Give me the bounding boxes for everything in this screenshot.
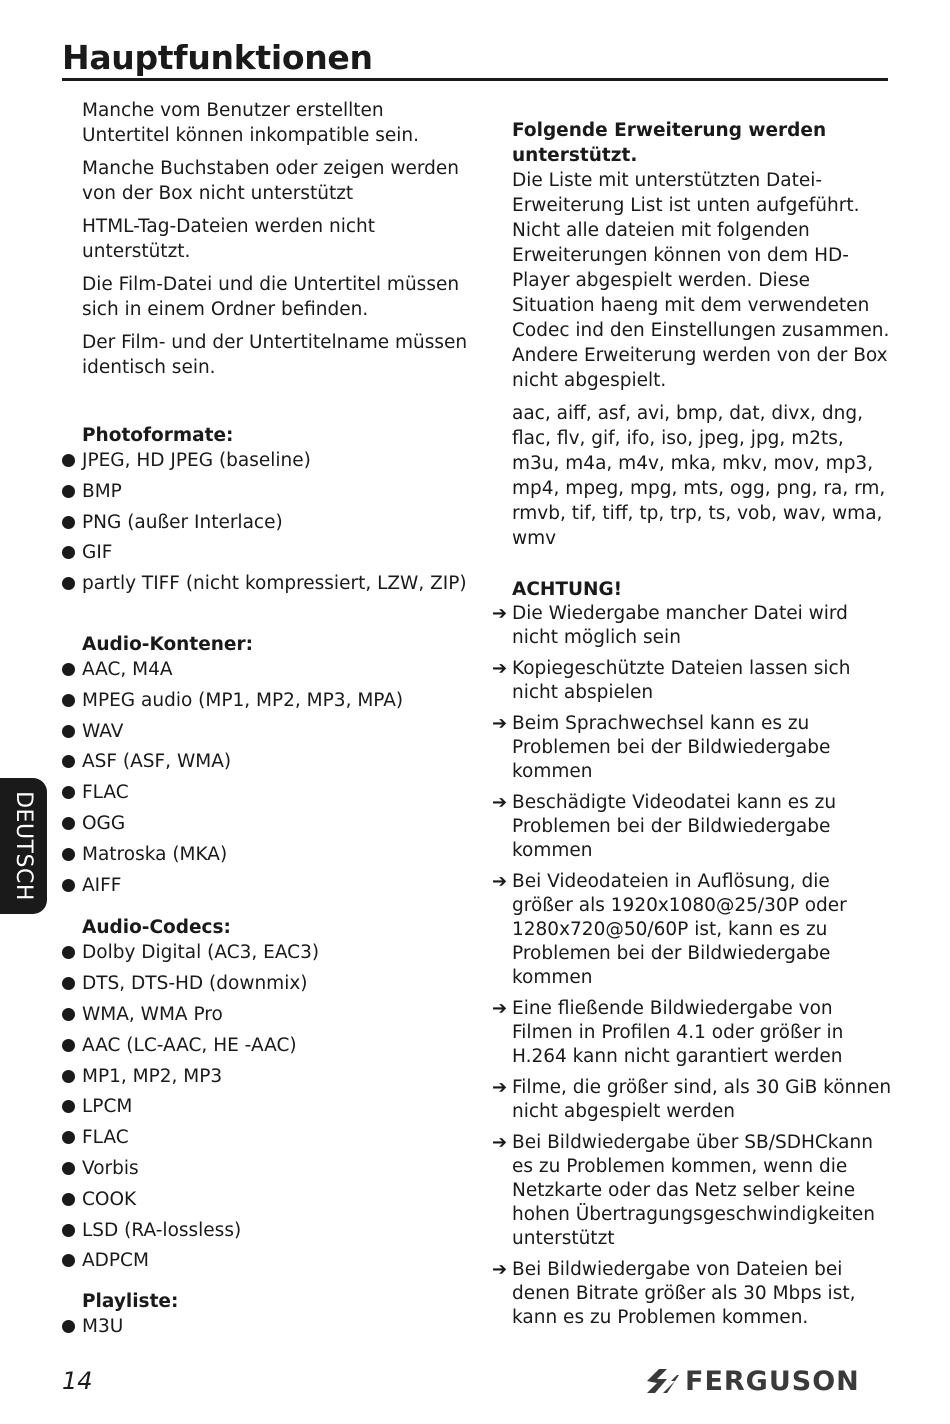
bullet-icon: [62, 755, 75, 768]
list-item-text: GIF: [82, 542, 113, 564]
bullet-icon: [62, 1254, 75, 1267]
photo-formats-heading: Photoformate:: [82, 425, 234, 446]
warning-list: [492, 602, 892, 1330]
list-item-text: Dolby Digital (AC3, EAC3): [82, 942, 320, 964]
bullet-icon: [62, 786, 75, 799]
list-item-text: AAC (LC-AAC, HE -AAC): [82, 1034, 297, 1056]
arrow-icon: ➔: [492, 1077, 508, 1098]
list-item-text: Bei Bildwiedergabe von Dateien bei denen Bitrate größer als 30 Mbps ist, kann es zu Problemen kommen.: [512, 1259, 856, 1328]
intro-paragraph: Der Film- und der Untertitelname müssen identisch sein.: [82, 332, 468, 378]
title-divider: [62, 78, 888, 81]
list-item-text: WAV: [82, 720, 124, 742]
language-side-tab: [0, 778, 47, 914]
bullet-icon: [62, 946, 75, 959]
bullet-icon: [62, 1193, 75, 1206]
list-item-text: JPEG, HD JPEG (baseline): [82, 450, 311, 471]
bullet-icon: [62, 577, 75, 590]
list-item-text: FLAC: [82, 782, 129, 804]
list-item: [62, 1156, 472, 1181]
list-item-text: M3U: [82, 1316, 124, 1338]
list-item: [492, 712, 892, 784]
list-item: [62, 540, 472, 565]
list-item-text: AAC, M4A: [82, 658, 173, 680]
list-item-text: BMP: [82, 480, 122, 502]
brand-name: FERGUSON: [685, 1366, 860, 1397]
list-item: [492, 997, 892, 1069]
list-item: [492, 602, 892, 650]
page-title: Hauptfunktionen: [62, 38, 373, 77]
list-item: [62, 1064, 472, 1089]
list-item: [62, 1314, 472, 1339]
list-item: [62, 971, 472, 996]
bullet-icon: [62, 485, 75, 498]
list-item-text: COOK: [82, 1188, 137, 1210]
intro-paragraph: HTML-Tag-Dateien werden nicht unterstützt.: [82, 216, 376, 262]
photo-formats-list: [62, 448, 472, 596]
bullet-icon: [62, 454, 75, 467]
list-item-text: Beim Sprachwechsel kann es zu Problemen bei der Bildwiedergabe kommen: [512, 713, 831, 782]
list-item-text: Bei Videodateien in Auflösung, die größer als 1920x1080@25/30P oder 1280x720@50/60P ist, kann es zu Problemen bei der Bildwiedergabe kommen: [512, 871, 847, 988]
intro-paragraph: Manche Buchstaben oder zeigen werden von der Box nicht unterstützt: [82, 158, 459, 204]
list-item-text: Eine fließende Bildwiedergabe von Filmen in Profilen 4.1 oder größer in H.264 kann nicht garantiert werden: [512, 998, 844, 1067]
list-item: [62, 873, 472, 898]
list-item: [492, 870, 892, 990]
bullet-icon: [62, 546, 75, 559]
list-item-text: WMA, WMA Pro: [82, 1003, 223, 1025]
arrow-icon: ➔: [492, 1259, 508, 1280]
list-item: [492, 1076, 892, 1124]
list-item: [62, 510, 472, 535]
list-item-text: ADPCM: [82, 1250, 149, 1272]
list-item: [62, 1187, 472, 1212]
list-item-text: ASF (ASF, WMA): [82, 751, 232, 773]
bullet-icon: [62, 516, 75, 529]
bullet-icon: [62, 848, 75, 861]
list-item: [492, 791, 892, 863]
arrow-icon: ➔: [492, 658, 508, 679]
extensions-list: aac, aiff, asf, avi, bmp, dat, divx, dng, flac, flv, gif, ifo, iso, jpeg, jpg, m2ts, m3u, m4a, m4v, mka, mkv, mov, mp3, mp4, mpeg, mpg, mts, ogg, png, ra, rm, rmvb, tif, tiff, tp, trp, ts, vob, wav, wma, wmv: [512, 403, 886, 549]
list-item: [62, 1094, 472, 1119]
bullet-icon: [62, 694, 75, 707]
list-item-text: PNG (außer Interlace): [82, 511, 283, 533]
intro-paragraph: Die Film-Datei und die Untertitel müssen sich in einem Ordner befinden.: [82, 274, 460, 320]
list-item-text: LSD (RA-lossless): [82, 1219, 242, 1241]
bullet-icon: [62, 1224, 75, 1237]
audio-container-heading: Audio-Kontener:: [82, 633, 253, 655]
arrow-icon: ➔: [492, 1132, 508, 1153]
list-item: [62, 688, 472, 713]
arrow-icon: ➔: [492, 871, 508, 892]
list-item: [62, 1002, 472, 1027]
list-item-text: Beschädigte Videodatei kann es zu Problemen bei der Bildwiedergabe kommen: [512, 792, 837, 861]
list-item-text: AIFF: [82, 874, 122, 896]
list-item-text: FLAC: [82, 1127, 129, 1149]
bullet-icon: [62, 1320, 75, 1333]
list-item: [62, 1218, 472, 1243]
audio-codecs-heading: Audio-Codecs:: [82, 917, 231, 939]
list-item: [62, 811, 472, 836]
arrow-icon: ➔: [492, 603, 508, 624]
audio-codecs-list: [62, 940, 472, 1273]
list-item-text: partly TIFF (nicht kompressiert, LZW, ZIP): [82, 573, 467, 595]
bullet-icon: [62, 1162, 75, 1175]
warning-heading: ACHTUNG!: [512, 579, 623, 600]
list-item-text: DTS, DTS-HD (downmix): [82, 973, 308, 995]
page-number: 14: [62, 1367, 93, 1395]
list-item-text: Vorbis: [82, 1157, 139, 1179]
bullet-icon: [62, 879, 75, 892]
list-item-text: Filme, die größer sind, als 30 GiB können nicht abgespielt werden: [512, 1077, 892, 1122]
extensions-description: Die Liste mit unterstützten Datei-Erweiterung List ist unten aufgeführt. Nicht alle dateien mit folgenden Erweiterungen können von dem HD-Player abgespielt werden. Diese Situation haeng mit dem verwendeten Codec ind den Einstellungen zusammen. Andere Erweiterung werden von der Box nicht abgespielt.: [512, 170, 890, 391]
list-item: [62, 479, 472, 504]
list-item-text: OGG: [82, 812, 126, 834]
list-item: [62, 719, 472, 744]
right-column: [492, 118, 892, 1337]
bullet-icon: [62, 977, 75, 990]
list-item-text: Bei Bildwiedergabe über SB/SDHCkann es zu Problemen kommen, wenn die Netzkarte oder das Netz selber keine hohen Übertragungsgeschwindigkeiten unterstützt: [512, 1132, 876, 1249]
list-item: [62, 1033, 472, 1058]
intro-paragraph: Manche vom Benutzer erstellten Untertitel können inkompatible sein.: [82, 100, 420, 146]
audio-container-list: [62, 657, 472, 898]
list-item: [62, 657, 472, 682]
playlist-heading: Playliste:: [82, 1291, 179, 1313]
list-item-text: LPCM: [82, 1096, 133, 1118]
bullet-icon: [62, 1039, 75, 1052]
list-item: [62, 780, 472, 805]
list-item: [62, 842, 472, 867]
list-item: [62, 749, 472, 774]
list-item-text: Matroska (MKA): [82, 843, 228, 865]
list-item-text: Kopiegeschützte Dateien lassen sich nicht abspielen: [512, 658, 851, 703]
bullet-icon: [62, 817, 75, 830]
language-label: DEUTSCH: [11, 791, 36, 901]
arrow-icon: ➔: [492, 792, 508, 813]
list-item: [62, 940, 472, 965]
list-item-text: MPEG audio (MP1, MP2, MP3, MPA): [82, 689, 404, 711]
list-item: [492, 1258, 892, 1330]
arrow-icon: ➔: [492, 998, 508, 1019]
bullet-icon: [62, 1100, 75, 1113]
left-column: [62, 98, 472, 1345]
bullet-icon: [62, 725, 75, 738]
list-item: [62, 571, 472, 596]
playlist-list: [62, 1314, 472, 1339]
list-item: [492, 1131, 892, 1251]
list-item-text: Die Wiedergabe mancher Datei wird nicht möglich sein: [512, 603, 848, 648]
bullet-icon: [62, 1008, 75, 1021]
list-item: [492, 657, 892, 705]
arrow-icon: ➔: [492, 713, 508, 734]
bullet-icon: [62, 1070, 75, 1083]
brand-logo: [645, 1366, 890, 1398]
bullet-icon: [62, 1131, 75, 1144]
list-item: [62, 448, 472, 473]
list-item: [62, 1125, 472, 1150]
extensions-heading: Folgende Erweiterung werden unterstützt.: [512, 120, 827, 166]
ferguson-logo-icon: [645, 1366, 679, 1396]
bullet-icon: [62, 663, 75, 676]
list-item: [62, 1248, 472, 1273]
list-item-text: MP1, MP2, MP3: [82, 1065, 223, 1087]
